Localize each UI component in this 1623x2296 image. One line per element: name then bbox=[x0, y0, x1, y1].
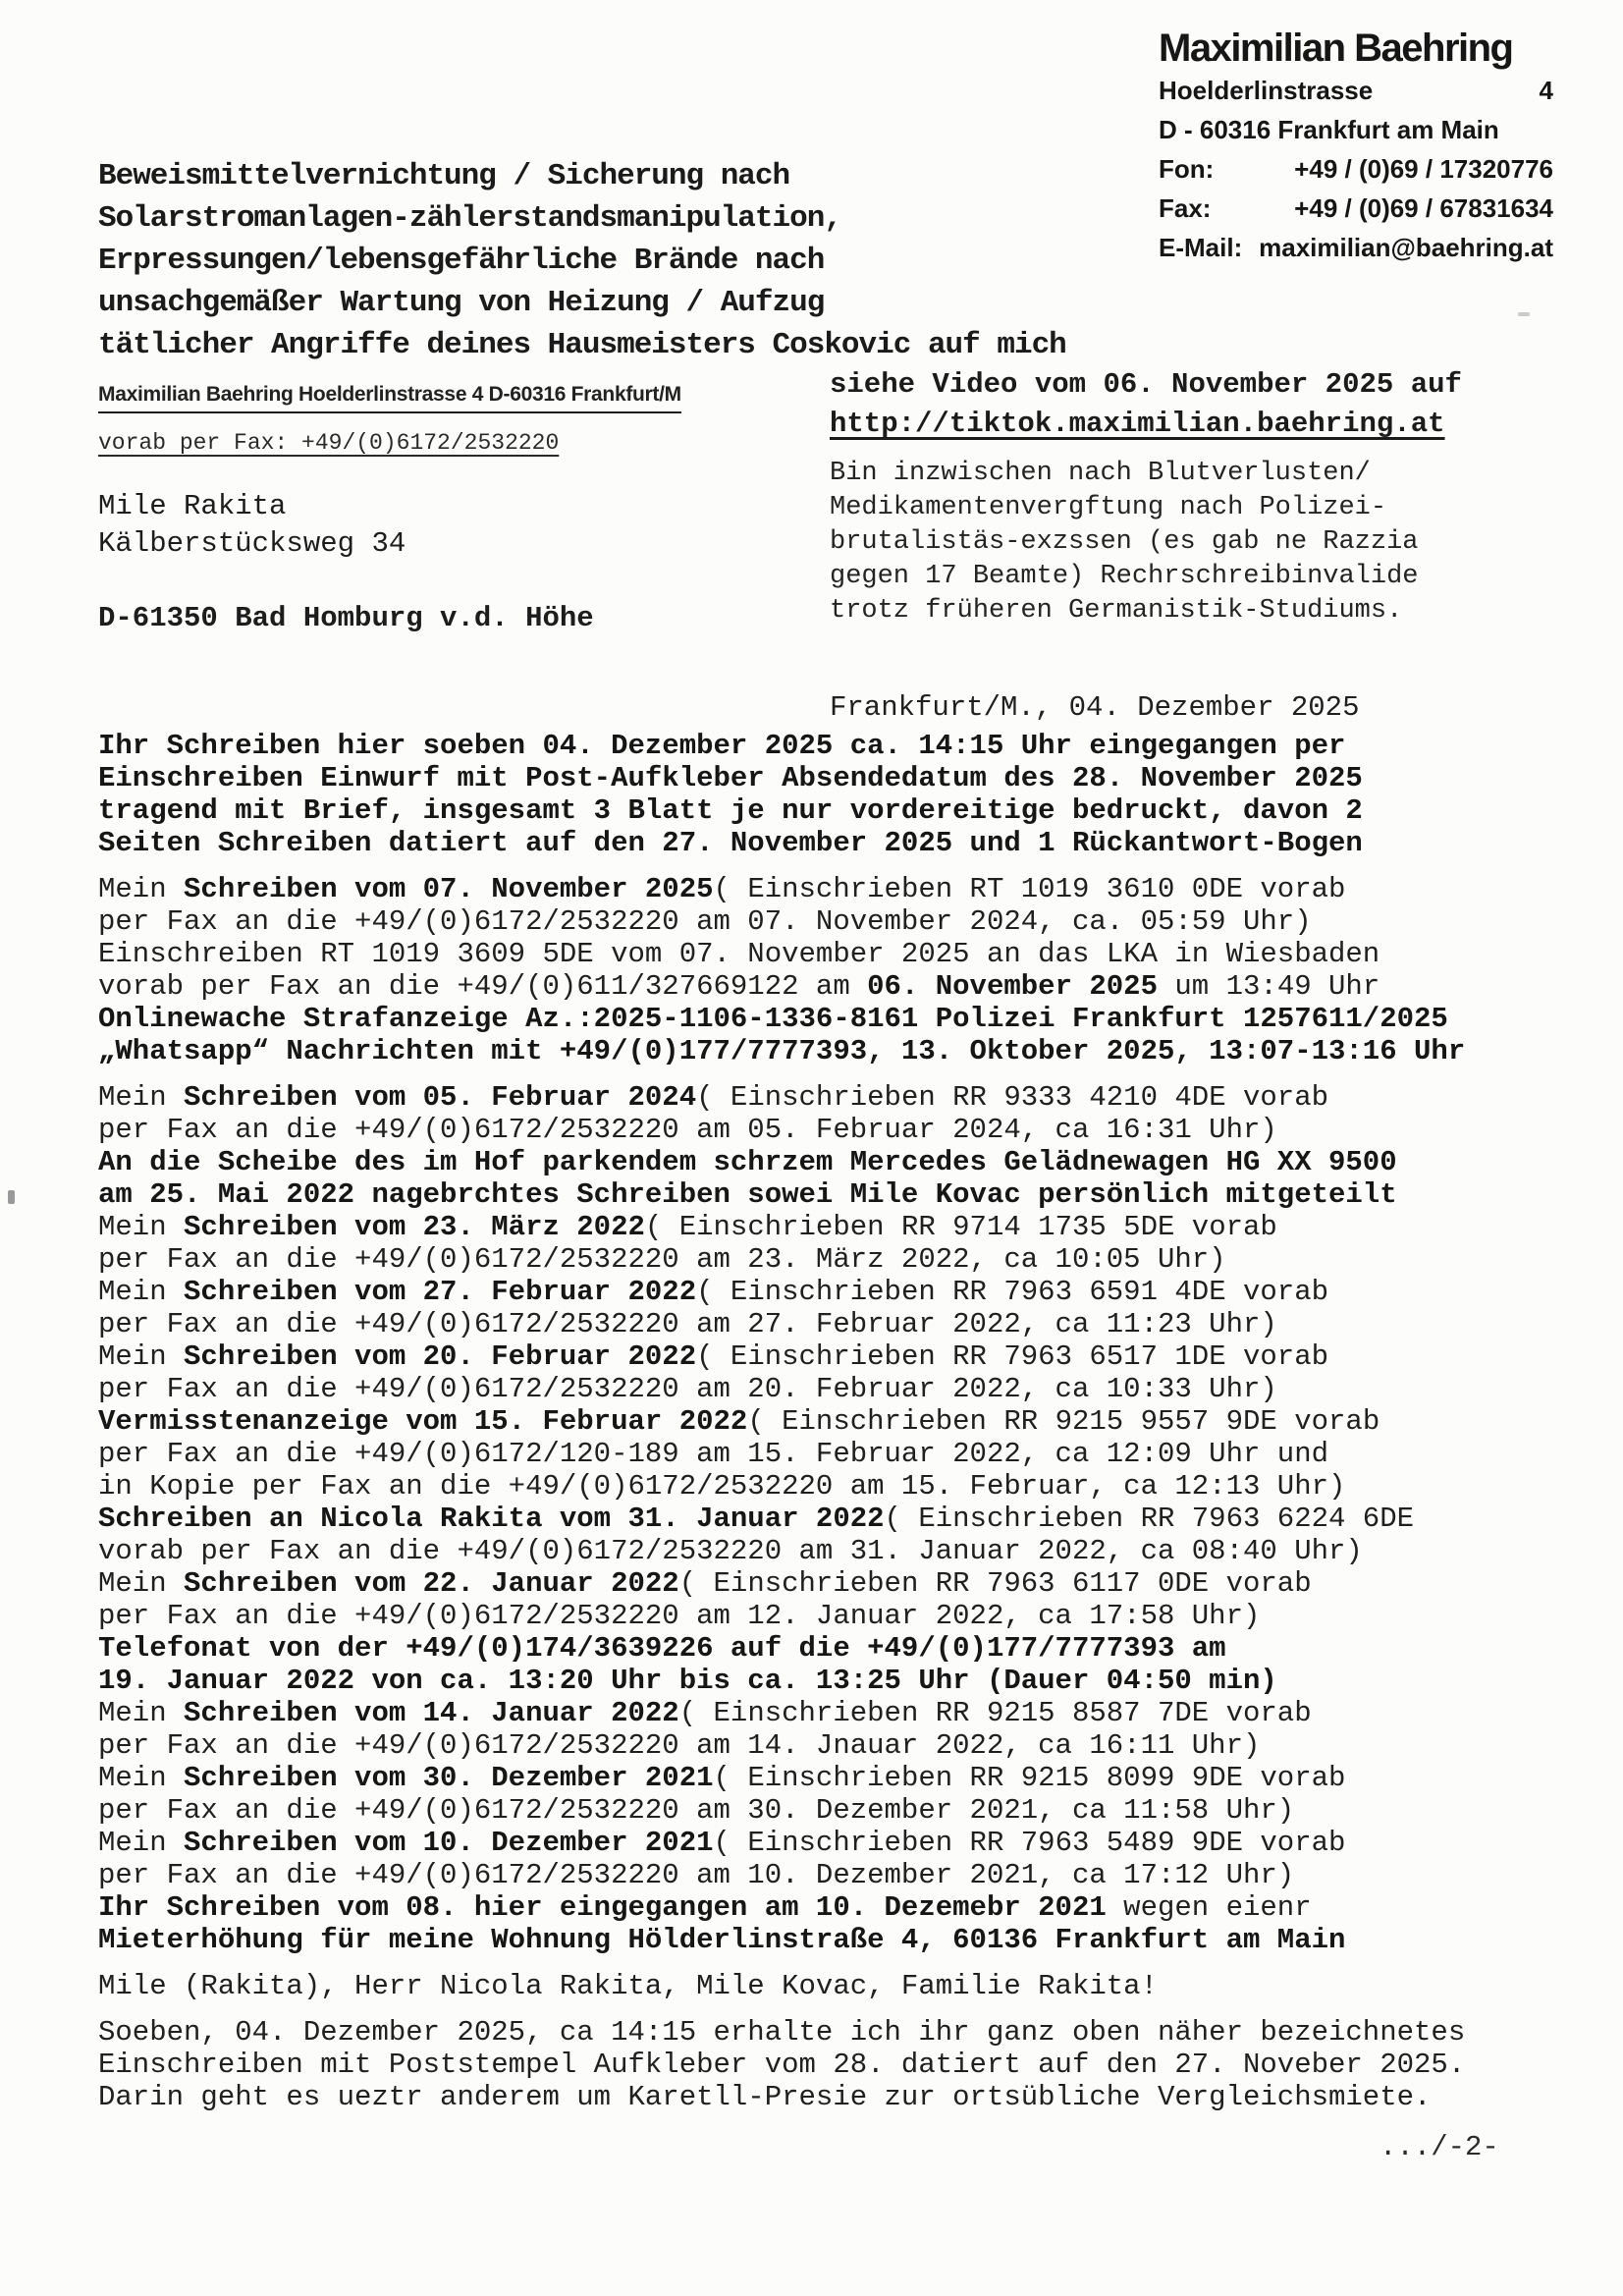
letter-body bbox=[98, 691, 1571, 2127]
letterhead bbox=[1159, 26, 1553, 267]
body-line: per Fax an die +49/(0)6172/2532220 am 12. Januar 2022, ca 17:58 Uhr) bbox=[98, 1600, 1261, 1632]
body-line: per Fax an die +49/(0)6172/2532220 am 27. Februar 2022, ca 11:23 Uhr) bbox=[98, 1308, 1277, 1340]
text-line: Beweismittelvernichtung / Sicherung nach bbox=[98, 159, 790, 193]
sender-return-address: Maximilian Baehring Hoelderlinstrasse 4 D-60316 Frankfurt/M bbox=[98, 383, 681, 413]
letterhead-fax-row bbox=[1159, 189, 1553, 228]
body-line: per Fax an die +49/(0)6172/2532220 am 14. Jnauar 2022, ca 16:11 Uhr) bbox=[98, 1729, 1261, 1762]
body-line: Darin geht es ueztr anderem um Karetll-Presie zur ortsübliche Vergleichsmiete. bbox=[98, 2081, 1432, 2113]
body-line: Mein Schreiben vom 14. Januar 2022( Einschrieben RR 9215 8587 7DE vorab bbox=[98, 1697, 1312, 1729]
body-line: per Fax an die +49/(0)6172/2532220 am 30. Dezember 2021, ca 11:58 Uhr) bbox=[98, 1794, 1295, 1827]
body-line: Mein Schreiben vom 30. Dezember 2021( Einschrieben RR 9215 8099 9DE vorab bbox=[98, 1762, 1346, 1794]
body-line: vorab per Fax an die +49/(0)6172/2532220 am 31. Januar 2022, ca 08:40 Uhr) bbox=[98, 1535, 1363, 1567]
body-line: per Fax an die +49/(0)6172/120-189 am 15. Februar 2022, ca 12:09 Uhr und bbox=[98, 1438, 1329, 1470]
email-label: E-Mail: bbox=[1159, 233, 1243, 262]
recipient-address bbox=[98, 488, 594, 637]
body-line: Mieterhöhung für meine Wohnung Hölderlinstraße 4, 60136 Frankfurt am Main bbox=[98, 1924, 1346, 1956]
body-line: An die Scheibe des im Hof parkendem schrzem Mercedes Gelädnewagen HG XX 9500 bbox=[98, 1146, 1397, 1178]
body-line: Soeben, 04. Dezember 2025, ca 14:15 erhalte ich ihr ganz oben näher bezeichnetes bbox=[98, 2016, 1466, 2049]
video-note-text: siehe Video vom 06. November 2025 auf bbox=[830, 368, 1462, 401]
correspondence-history bbox=[98, 1081, 1571, 1956]
text-line: unsachgemäßer Wartung von Heizung / Aufzug bbox=[98, 286, 825, 320]
page-continuation-marker: .../-2- bbox=[1380, 2131, 1499, 2163]
letterhead-street-row bbox=[1159, 71, 1553, 110]
body-line: per Fax an die +49/(0)6172/2532220 am 07. November 2024, ca. 05:59 Uhr) bbox=[98, 905, 1312, 938]
fon-value: +49 / (0)69 / 17320776 bbox=[1294, 154, 1553, 184]
text-line: gegen 17 Beamte) Rechrschreibinvalide bbox=[830, 562, 1419, 591]
closing-paragraph bbox=[98, 2016, 1571, 2113]
date-line bbox=[98, 691, 1571, 724]
fax-value: +49 / (0)69 / 67831634 bbox=[1294, 193, 1553, 223]
recipient-name: Mile Rakita bbox=[98, 490, 287, 522]
letterhead-fon-row bbox=[1159, 149, 1553, 189]
recipient-city: D-61350 Bad Homburg v.d. Höhe bbox=[98, 602, 594, 634]
subject-block bbox=[98, 155, 1066, 366]
letterhead-street: Hoelderlinstrasse bbox=[1159, 76, 1374, 105]
letterhead-city: D - 60316 Frankfurt am Main bbox=[1159, 115, 1499, 144]
body-line: per Fax an die +49/(0)6172/2532220 am 10. Dezember 2021, ca 17:12 Uhr) bbox=[98, 1859, 1295, 1891]
body-line: Mein Schreiben vom 05. Februar 2024( Einschrieben RR 9333 4210 4DE vorab bbox=[98, 1081, 1329, 1114]
body-line: Vermisstenanzeige vom 15. Februar 2022( Einschrieben RR 9215 9557 9DE vorab bbox=[98, 1405, 1380, 1438]
body-line: Schreiben an Nicola Rakita vom 31. Januar 2022( Einschrieben RR 7963 6224 6DE bbox=[98, 1503, 1415, 1535]
body-line: Mein Schreiben vom 10. Dezember 2021( Einschrieben RR 7963 5489 9DE vorab bbox=[98, 1827, 1346, 1859]
body-line: Telefonat von der +49/(0)174/3639226 auf die +49/(0)177/7777393 am bbox=[98, 1632, 1226, 1665]
receipt-summary bbox=[98, 730, 1571, 859]
body-line: Mein Schreiben vom 23. März 2022( Einschrieben RR 9714 1735 5DE vorab bbox=[98, 1211, 1277, 1243]
body-line: vorab per Fax an die +49/(0)611/327669122 am 06. November 2025 um 13:49 Uhr bbox=[98, 970, 1380, 1003]
body-line: Frankfurt/M., 04. Dezember 2025 bbox=[830, 691, 1360, 724]
body-line: Ihr Schreiben hier soeben 04. Dezember 2025 ca. 14:15 Uhr eingegangen per bbox=[98, 730, 1346, 762]
body-line: am 25. Mai 2022 nagebrchtes Schreiben sowei Mile Kovac persönlich mitgeteilt bbox=[98, 1178, 1397, 1211]
letterhead-name: Maximilian Baehring bbox=[1159, 27, 1513, 70]
body-line: 19. Januar 2022 von ca. 13:20 Uhr bis ca. 13:25 Uhr (Dauer 04:50 min) bbox=[98, 1665, 1277, 1697]
video-note-url: http://tiktok.maximilian.baehring.at bbox=[830, 408, 1445, 440]
text-line: Solarstromanlagen-zählerstandsmanipulation, bbox=[98, 201, 841, 236]
fax-advance-note: vorab per Fax: +49/(0)6172/2532220 bbox=[98, 430, 560, 456]
video-note bbox=[830, 365, 1462, 444]
body-line: per Fax an die +49/(0)6172/2532220 am 20. Februar 2022, ca 10:33 Uhr) bbox=[98, 1373, 1277, 1405]
body-line: Mein Schreiben vom 07. November 2025( Einschrieben RT 1019 3610 0DE vorab bbox=[98, 873, 1346, 905]
body-line: Einschreiben mit Poststempel Aufkleber vom 28. datiert auf den 27. Noveber 2025. bbox=[98, 2049, 1466, 2081]
text-line: Erpressungen/lebensgefährliche Brände nach bbox=[98, 244, 825, 278]
scan-artifact bbox=[1518, 312, 1530, 316]
text-line: brutalistäs-exzssen (es gab ne Razzia bbox=[830, 527, 1419, 557]
body-line: Mile (Rakita), Herr Nicola Rakita, Mile Kovac, Familie Rakita! bbox=[98, 1970, 1158, 2002]
text-line: Medikamentenvergftung nach Polizei- bbox=[830, 493, 1387, 522]
body-line: Mein Schreiben vom 22. Januar 2022( Einschrieben RR 7963 6117 0DE vorab bbox=[98, 1567, 1312, 1600]
body-line: per Fax an die +49/(0)6172/2532220 am 05. Februar 2024, ca 16:31 Uhr) bbox=[98, 1114, 1277, 1146]
letterhead-email-row bbox=[1159, 228, 1553, 267]
text-line: Bin inzwischen nach Blutverlusten/ bbox=[830, 459, 1371, 488]
body-line: per Fax an die +49/(0)6172/2532220 am 23. März 2022, ca 10:05 Uhr) bbox=[98, 1243, 1226, 1276]
body-line: Onlinewache Strafanzeige Az.:2025-1106-1336-8161 Polizei Frankfurt 1257611/2025 bbox=[98, 1003, 1448, 1035]
body-line: Mein Schreiben vom 27. Februar 2022( Einschrieben RR 7963 6591 4DE vorab bbox=[98, 1276, 1329, 1308]
body-line: Einschreiben RT 1019 3609 5DE vom 07. November 2025 an das LKA in Wiesbaden bbox=[98, 938, 1380, 970]
email-value: maximilian@baehring.at bbox=[1259, 233, 1553, 262]
body-line: in Kopie per Fax an die +49/(0)6172/2532220 am 15. Februar, ca 12:13 Uhr) bbox=[98, 1470, 1346, 1503]
health-note bbox=[830, 457, 1419, 629]
salutation bbox=[98, 1970, 1571, 2002]
fax-label: Fax: bbox=[1159, 193, 1212, 223]
correspondence-2025 bbox=[98, 873, 1571, 1067]
letterhead-street-number: 4 bbox=[1539, 76, 1553, 105]
fon-label: Fon: bbox=[1159, 154, 1215, 184]
text-line: tätlicher Angriffe deines Hausmeisters Coskovic auf mich bbox=[98, 328, 1066, 362]
scan-artifact bbox=[8, 1190, 15, 1204]
recipient-street: Kälberstücksweg 34 bbox=[98, 527, 406, 560]
body-line: Ihr Schreiben vom 08. hier eingegangen am 10. Dezemebr 2021 wegen eienr bbox=[98, 1891, 1312, 1924]
body-line: tragend mit Brief, insgesamt 3 Blatt je nur vordereitige bedruckt, davon 2 bbox=[98, 794, 1363, 827]
body-line: Mein Schreiben vom 20. Februar 2022( Einschrieben RR 7963 6517 1DE vorab bbox=[98, 1340, 1329, 1373]
body-line: „Whatsapp“ Nachrichten mit +49/(0)177/7777393, 13. Oktober 2025, 13:07-13:16 Uhr bbox=[98, 1035, 1466, 1067]
text-line: trotz früheren Germanistik-Studiums. bbox=[830, 596, 1403, 626]
body-line: Seiten Schreiben datiert auf den 27. November 2025 und 1 Rückantwort-Bogen bbox=[98, 827, 1363, 859]
body-line: Einschreiben Einwurf mit Post-Aufkleber Absendedatum des 28. November 2025 bbox=[98, 762, 1363, 794]
